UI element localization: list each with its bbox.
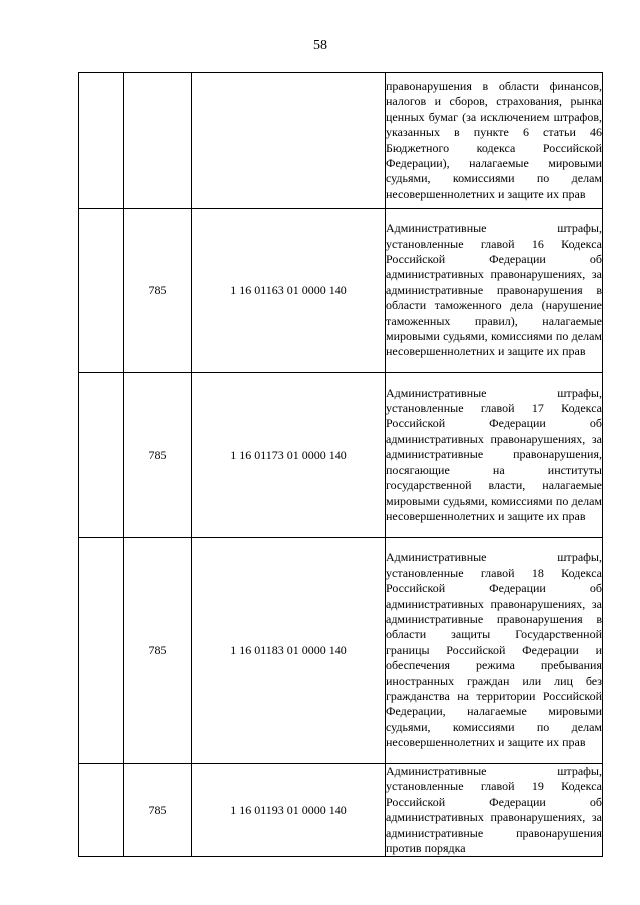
description-text: Административные штрафы, установленные главой 19 Кодекса Российской Федерации об административных правонарушениях, за административные правонарушения против порядка: [386, 764, 602, 856]
budget-code-cell: 1 16 01173 01 0000 140: [192, 373, 386, 538]
budget-code-cell: 1 16 01183 01 0000 140: [192, 538, 386, 764]
administrator-code-cell: [124, 73, 192, 209]
description-cell: [386, 764, 603, 857]
row-number-cell: [79, 73, 124, 209]
budget-code-cell: 1 16 01193 01 0000 140: [192, 764, 386, 857]
description-cell: [386, 73, 603, 209]
row-number-cell: [79, 764, 124, 857]
budget-classification-table: [78, 72, 603, 857]
row-number-cell: [79, 209, 124, 373]
budget-code-cell: [192, 73, 386, 209]
description-text: Административные штрафы, установленные главой 18 Кодекса Российской Федерации об административных правонарушениях, за административные правонарушения в области защиты Государственной границы Российской Федерации и обеспечения режима пребывания иностранных граждан или лиц без гражданства на территории Российской Федерации, налагаемые мировыми судьями, комиссиями по делам несовершеннолетних и защите их прав: [386, 550, 602, 750]
table-row: [79, 538, 603, 764]
budget-code-cell: 1 16 01163 01 0000 140: [192, 209, 386, 373]
table-row: [79, 209, 603, 373]
description-cell: [386, 538, 603, 764]
administrator-code-cell: 785: [124, 764, 192, 857]
row-number-cell: [79, 538, 124, 764]
description-text: Административные штрафы, установленные главой 17 Кодекса Российской Федерации об административных правонарушениях, за административные правонарушения, посягающие на институты государственной власти, налагаемые мировыми судьями, комиссиями по делам несовершеннолетних и защите их прав: [386, 385, 602, 523]
row-number-cell: [79, 373, 124, 538]
table-row: [79, 73, 603, 209]
table-row: [79, 764, 603, 857]
description-text: Административные штрафы, установленные главой 16 Кодекса Российской Федерации об административных правонарушениях, за административные правонарушения в области таможенного дела (нарушение таможенных правил), налагаемые мировыми судьями, комиссиями по делам несовершеннолетних и защите их прав: [386, 221, 602, 359]
page-number: 58: [313, 38, 327, 53]
administrator-code-cell: 785: [124, 538, 192, 764]
table-row: [79, 373, 603, 538]
administrator-code-cell: 785: [124, 373, 192, 538]
description-cell: [386, 209, 603, 373]
description-cell: [386, 373, 603, 538]
administrator-code-cell: 785: [124, 209, 192, 373]
description-text: правонарушения в области финансов, налогов и сборов, страхования, рынка ценных бумаг (за исключением штрафов, указанных в пункте 6 статьи 46 Бюджетного кодекса Российской Федерации), налагаемые мировыми судьями, комиссиями по делам несовершеннолетних и защите их прав: [386, 78, 602, 201]
